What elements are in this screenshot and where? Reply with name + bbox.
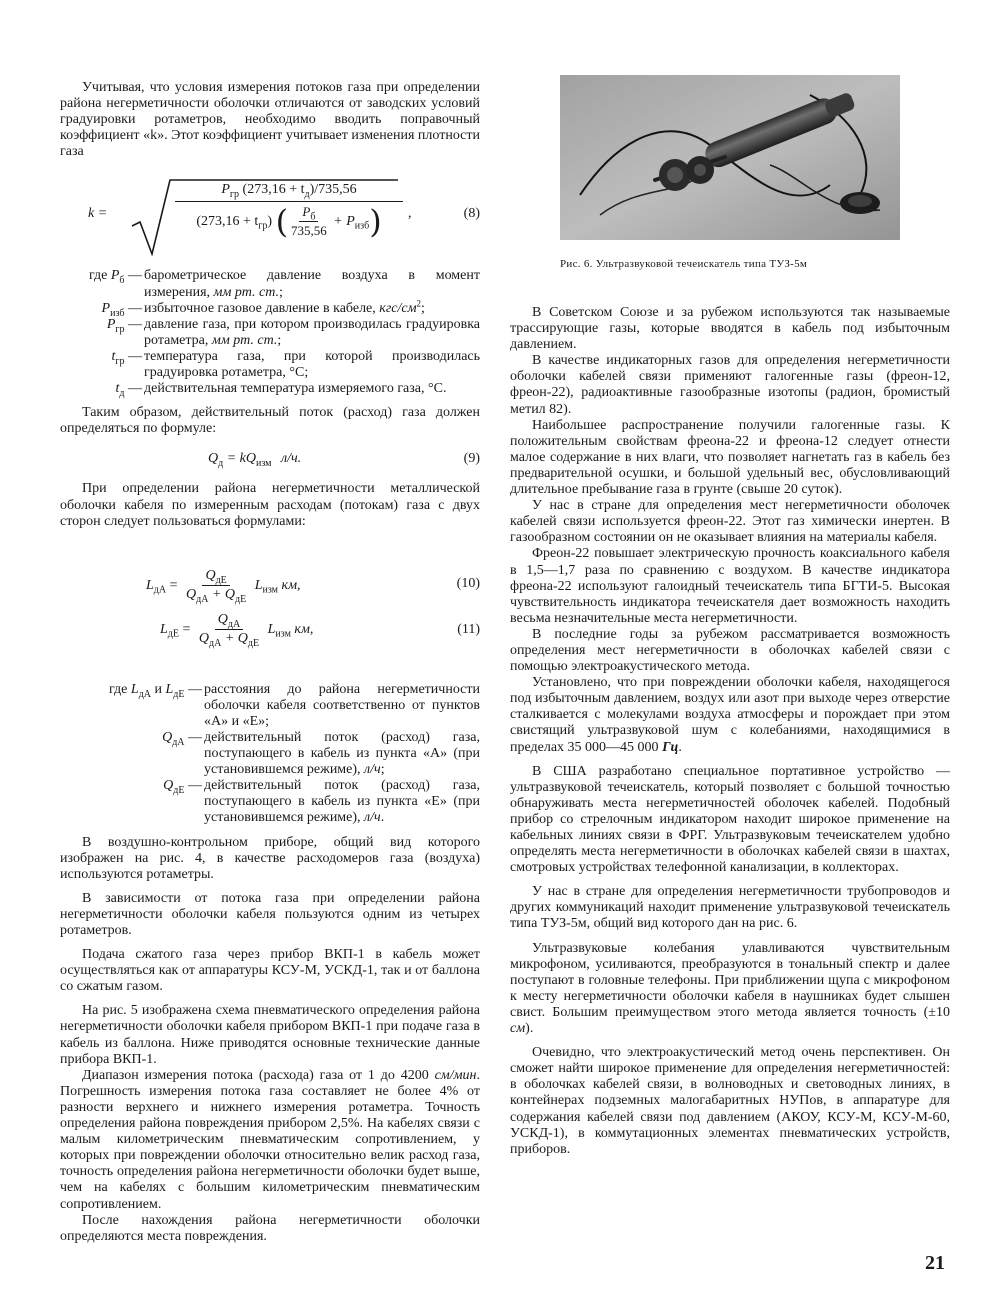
paragraph: Очевидно, что электроакустический метод очень перспективен. Он сможет найти широкое применение для определения негерметичностей: в оболочках кабелей связи, в волноводных и световодных линиях, в контейнерах подземных малогабаритных НУПов, в аппаратуре для содержания кабелей связи под давлением (АКОУ, КСУ-М, КСУ-М-60, УСКД-1), в коммутационных элементах пневматических устройств, приборов. (510, 1045, 950, 1157)
formula-9: $Q_д = kQ_{изм}$ л/ч. (9) (208, 451, 480, 470)
definition-text: расстояния до района негерметичности оболочки кабеля соответственно от пунктов «А» и «Е»; (204, 681, 480, 729)
paragraph: При определении района негерметичности металлической оболочки кабеля по измеренным расходам (потокам) газа с двух сторон следует пользоваться формулами: (60, 481, 480, 529)
definition-text: барометрическое давление воздуха в момент измерения, мм рт. ст.; (144, 268, 480, 300)
definition-item (60, 682, 480, 730)
paragraph: Таким образом, действительный поток (расход) газа должен определяться по формуле: (60, 405, 480, 437)
formula-lhs: k = (88, 206, 108, 222)
paragraph: В качестве индикаторных газов для определения негерметичности оболочки кабелей связи применяют галогенные газы (фреон-12, фреон-22), радиоактивные газообразные изотопы (радион, бромистый метил 82). (510, 353, 950, 417)
definition-text: давление газа, при котором производилась градуировка ротаметра, мм рт. ст.; (144, 316, 480, 348)
figure-caption: Рис. 6. Ультразвуковой течеискатель типа ТУЗ-5м (560, 258, 808, 270)
paragraph: У нас в стране для определения негерметичности трубопроводов и других коммуникаций находит применение ультразвуковой течеискатель типа ТУЗ-5м, общий вид которого дан на рис. 6. (510, 884, 950, 932)
definition-symbol: $Q_{дА}$ — (162, 729, 202, 748)
definition-item (60, 317, 480, 349)
paragraph: После нахождения района негерметичности оболочки определяются места повреждения. (60, 1212, 480, 1244)
paragraph: Диапазон измерения потока (расхода) газа от 1 до 4200 см/мин. Погрешность измерения потока газа составляет не более 4% от разности верхнего и нижнего измерения ротаметра. Точность определения района повреждения прибором 2,5%. На кабелях связи с малым километрическим пневматическим сопротивлением, у которых при повреждении оболочки относительно велик расход газа, точность определения района негерметичности оболочки будет выше, чем на кабелях с большим километрическим пневматическим сопротивлением. (60, 1067, 480, 1212)
paragraph: В Советском Союзе и за рубежом используются так называемые трассирующие газы, которые вводятся в кабель под избыточным давлением. (510, 305, 950, 353)
definition-symbol: $Q_{дЕ}$ — (163, 778, 202, 797)
paragraph: Подача сжатого газа через прибор ВКП-1 в кабель может осуществляться как от аппаратуры КСУ-М, УСКД-1, так и от баллона со сжатым газом. (60, 947, 480, 995)
definition-item (60, 268, 480, 300)
formula-8-fraction: $P_{гр}$ $(273,16 + t_д)/735,56$ $(273,16 + t_{гр})$ ( $\frac{P_б}{735,56}$ + $P_{изб}$) (175, 182, 403, 238)
definition-symbol: $t_д$ — (115, 381, 142, 399)
definition-symbol: где $P_б$ — (88, 268, 142, 287)
formula-8 (60, 176, 480, 258)
definition-text: избыточное газовое давление в кабеле, кгс/$см^2$; (144, 298, 425, 316)
paragraph: Наибольшее распространение получили галогенные газы. К положительным свойствам фреона-22 и фреона-12 следует отнести малое содержание в них влаги, что позволяет нагнетать газ в кабель без предварительной осушки, и большой удельный вес, обусловливающий длительное пребывание газа в грунте (свыше 20 суток). (510, 417, 950, 498)
right-column (510, 305, 950, 1158)
definition-text: температура газа, при которой производилась градуировка ротаметра, °С; (144, 348, 480, 381)
page-number: 21 (925, 1252, 945, 1274)
definitions-list (60, 682, 480, 827)
paragraph: В зависимости от потока газа при определении района негерметичности оболочки кабеля пользуются одним из четырех ротаметров. (60, 890, 480, 938)
definition-symbol: $P_{гр}$ — (106, 316, 142, 335)
paragraph: У нас в стране для определения мест негерметичности оболочек кабелей связи используется фреон-22. Этот газ химически инертен. В газообразном состоянии он не оказывает влияния на материалы кабеля. (510, 498, 950, 546)
definition-item (60, 349, 480, 381)
definitions-list (60, 268, 480, 397)
definition-item (60, 730, 480, 778)
definition-item (60, 298, 480, 319)
definition-symbol: где $L_{дА}$ и $L_{дЕ}$ — (109, 681, 202, 700)
paragraph: Ультразвуковые колебания улавливаются чувствительным микрофоном, усиливаются, преобразуются в тональный спектр и далее поступают в головные телефоны. При приближении щупа с микрофоном к месту негерметичности оболочки кабеля в наушниках будет слышен свист. Большим преимуществом этого метода является точность (±10 см). (510, 940, 950, 1037)
equation-number: (8) (463, 206, 480, 222)
paragraph: На рис. 5 изображена схема пневматического определения района негерметичности оболочки кабеля прибором ВКП-1 при подаче газа в кабель из баллона. Ниже приводятся основные технические данные прибора ВКП-1. (60, 1003, 480, 1067)
paragraph: Учитывая, что условия измерения потоков газа при определении района негерметичности оболочки отличаются от заводских условий градуировки ротаметров, необходимо вводить поправочный коэффициент «k». Этот коэффициент учитывает изменения плотности газа (60, 80, 480, 160)
paragraph: Установлено, что при повреждении оболочки кабеля, находящегося под избыточным давлением, воздух или азот при выходе через отверстие сталкивается с молекулами воздуха атмосферы и порождает при этом свистящий ультразвуковой шум с колебаниями, находящимися в пределах 35 000—45 000 Гц. (510, 675, 950, 755)
equation-number: (9) (463, 451, 480, 467)
paragraph: В воздушно-контрольном приборе, общий вид которого изображен на рис. 4, в качестве расходомеров газа (воздуха) используются ротаметры. (60, 834, 480, 882)
formula-comma: , (408, 206, 412, 222)
left-column (60, 80, 480, 1245)
definition-item (60, 381, 480, 397)
formula-10: $L_{дА}$ = $\frac{Q_{дЕ}}{Q_{дА} + Q_{дЕ}}$ $L_{изм}$ км, (10) (146, 567, 480, 605)
definition-text: действительный поток (расход) газа, поступающего в кабель из пункта «А» (при установившемся режиме), л/ч; (204, 729, 480, 778)
formula-11: $L_{дЕ}$ = $\frac{Q_{дА}}{Q_{дА} + Q_{дЕ}}$ $L_{изм}$ км, (11) (160, 611, 480, 649)
equation-number: (10) (456, 575, 480, 591)
definition-symbol: $P_{изб}$ — (101, 300, 142, 319)
definition-text: действительный поток (расход) газа, поступающего в кабель из пункта «Е» (при установившемся режиме), л/ч. (204, 778, 480, 826)
paragraph: Фреон-22 повышает электрическую прочность коаксиального кабеля в 1,5—1,7 раза по сравнению с воздухом. В качестве индикатора фреона-22 используют галоидный течеискатель типа БГТИ-5. Высокая чувствительность индикатора течеискателя дает возможность находить весьма незначительные места негерметичности. (510, 546, 950, 626)
figure-6-photo (560, 75, 900, 240)
paragraph: В последние годы за рубежом рассматривается возможность определения мест негерметичности в оболочках кабелей связи с помощью электроакустического метода. (510, 626, 950, 675)
definition-symbol: $t_{гр}$ — (111, 348, 142, 367)
definition-text: действительная температура измеряемого газа, °С. (144, 381, 447, 397)
definition-item (60, 778, 480, 826)
paragraph: В США разработано специальное портативное устройство — ультразвуковой течеискатель, который позволяет с большой точностью обнаруживать места негерметичностей оболочек кабелей. Подобный прибор со стрелочным индикатором находит широкое применение на кабельных линиях связи в ФРГ. Ультразвуковым течеискателем удобно определять места негерметичности в оболочках кабелей связи в шахтах, смотровых устройствах телефонной канализации, в коллекторах. (510, 763, 950, 876)
equation-number: (11) (457, 621, 480, 637)
